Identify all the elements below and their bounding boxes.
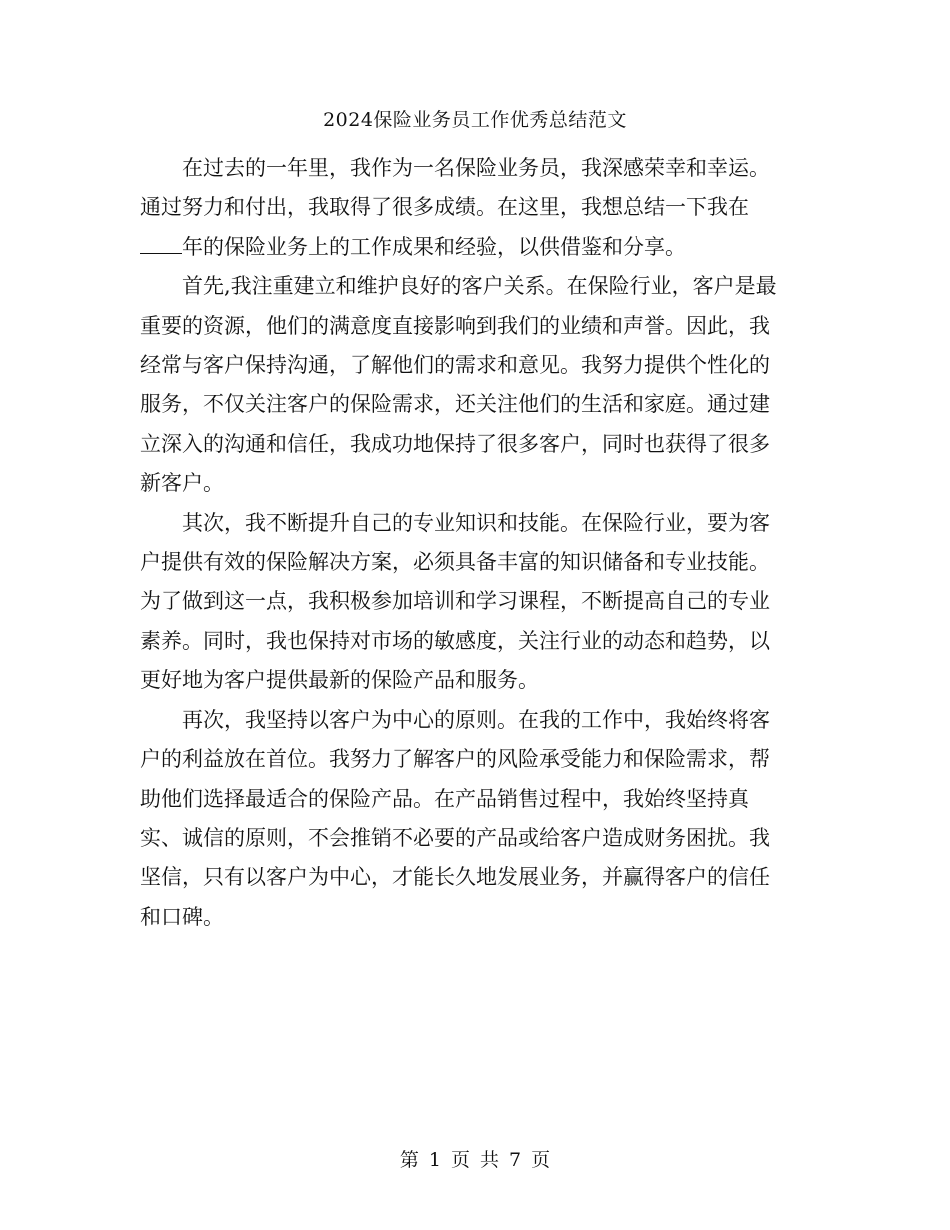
paragraph-line: 户提供有效的保险解决方案，必须具备丰富的知识储备和专业技能。 bbox=[140, 550, 770, 575]
page-number-footer: 第 1 页 共 7 页 bbox=[399, 1149, 551, 1171]
paragraph-line: 坚信，只有以客户为中心，才能长久地发展业务，并赢得客户的信任 bbox=[140, 865, 770, 890]
paragraph-line: 首先,我注重建立和维护良好的客户关系。在保险行业，客户是最 bbox=[182, 274, 777, 299]
paragraph-1 bbox=[140, 149, 812, 267]
paragraph-line: 户的利益放在首位。我努力了解客户的风险承受能力和保险需求，帮 bbox=[140, 747, 770, 772]
paragraph-line: 重要的资源，他们的满意度直接影响到我们的业绩和声誉。因此，我 bbox=[140, 313, 770, 338]
paragraph-4 bbox=[140, 701, 812, 937]
paragraph-line: 经常与客户保持沟通，了解他们的需求和意见。我努力提供个性化的 bbox=[140, 353, 770, 378]
paragraph-3 bbox=[140, 504, 812, 701]
blank-underline bbox=[140, 231, 182, 254]
paragraph-line: 更好地为客户提供最新的保险产品和服务。 bbox=[140, 668, 539, 693]
paragraph-line: 新客户。 bbox=[140, 471, 224, 496]
paragraph-2 bbox=[140, 267, 812, 503]
paragraph-line: 助他们选择最适合的保险产品。在产品销售过程中，我始终坚持真 bbox=[140, 786, 749, 811]
paragraph-line: 通过努力和付出，我取得了很多成绩。在这里，我想总结一下我在 bbox=[140, 195, 749, 220]
paragraph-line: 立深入的沟通和信任，我成功地保持了很多客户，同时也获得了很多 bbox=[140, 431, 770, 456]
paragraph-line: 为了做到这一点，我积极参加培训和学习课程，不断提高自己的专业 bbox=[140, 589, 770, 614]
paragraph-line: 其次，我不断提升自己的专业知识和技能。在保险行业，要为客 bbox=[182, 510, 770, 535]
document-body bbox=[140, 149, 812, 937]
document-title: 2024保险业务员工作优秀总结范文 bbox=[323, 109, 627, 131]
paragraph-line: 实、诚信的原则，不会推销不必要的产品或给客户造成财务困扰。我 bbox=[140, 825, 770, 850]
paragraph-line bbox=[140, 228, 812, 267]
paragraph-line: 服务，不仅关注客户的保险需求，还关注他们的生活和家庭。通过建 bbox=[140, 392, 770, 417]
paragraph-line-text: 年的保险业务上的工作成果和经验，以供借鉴和分享。 bbox=[182, 234, 686, 259]
paragraph-line: 再次，我坚持以客户为中心的原则。在我的工作中，我始终将客 bbox=[182, 707, 770, 732]
paragraph-line: 在过去的一年里，我作为一名保险业务员，我深感荣幸和幸运。 bbox=[182, 156, 770, 180]
paragraph-line: 素养。同时，我也保持对市场的敏感度，关注行业的动态和趋势，以 bbox=[140, 628, 770, 653]
paragraph-line: 和口碑。 bbox=[140, 904, 224, 929]
